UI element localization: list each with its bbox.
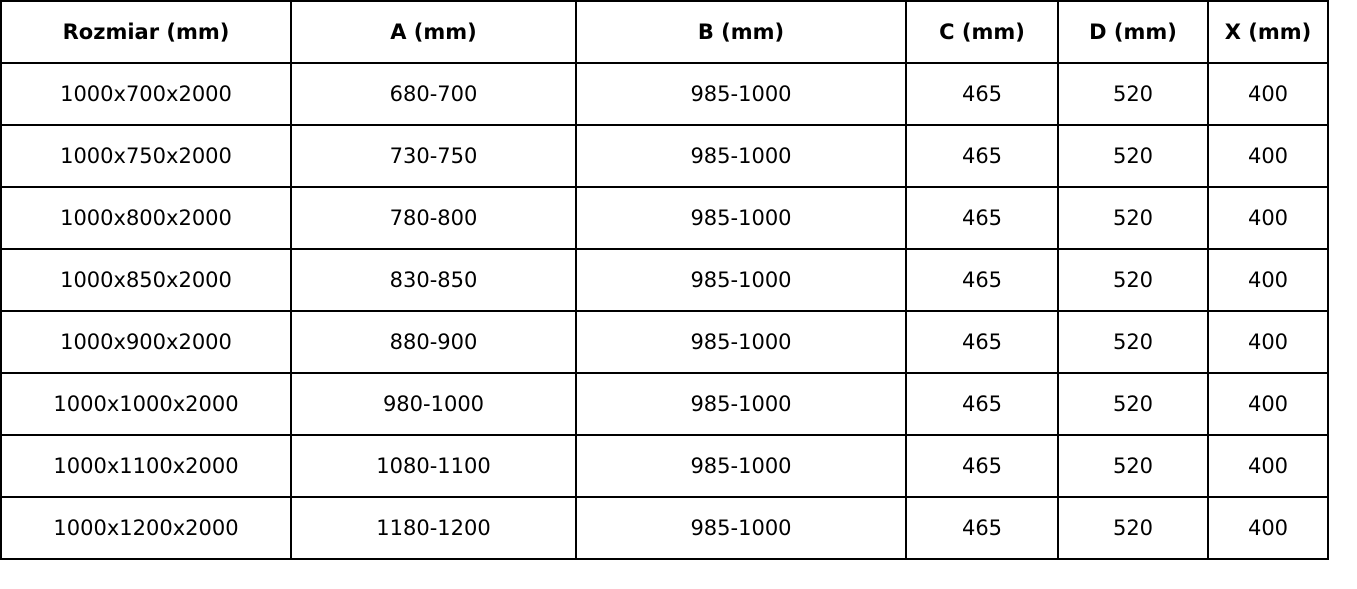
cell-rozmiar: 1000x900x2000	[1, 311, 291, 373]
cell-a: 730-750	[291, 125, 576, 187]
cell-a: 880-900	[291, 311, 576, 373]
cell-a: 830-850	[291, 249, 576, 311]
cell-x: 400	[1208, 63, 1328, 125]
cell-x: 400	[1208, 435, 1328, 497]
table-header	[1, 1, 1328, 63]
column-header-d: D (mm)	[1058, 1, 1208, 63]
column-header-b: B (mm)	[576, 1, 906, 63]
table-row	[1, 373, 1328, 435]
cell-b: 985-1000	[576, 497, 906, 559]
cell-b: 985-1000	[576, 125, 906, 187]
cell-b: 985-1000	[576, 63, 906, 125]
cell-rozmiar: 1000x850x2000	[1, 249, 291, 311]
table-header-row	[1, 1, 1328, 63]
column-header-a: A (mm)	[291, 1, 576, 63]
cell-x: 400	[1208, 125, 1328, 187]
cell-d: 520	[1058, 373, 1208, 435]
cell-rozmiar: 1000x700x2000	[1, 63, 291, 125]
table-row	[1, 125, 1328, 187]
table-row	[1, 187, 1328, 249]
cell-a: 780-800	[291, 187, 576, 249]
cell-c: 465	[906, 187, 1058, 249]
cell-rozmiar: 1000x1100x2000	[1, 435, 291, 497]
cell-b: 985-1000	[576, 249, 906, 311]
cell-rozmiar: 1000x750x2000	[1, 125, 291, 187]
cell-d: 520	[1058, 311, 1208, 373]
cell-x: 400	[1208, 311, 1328, 373]
cell-c: 465	[906, 373, 1058, 435]
table-row	[1, 435, 1328, 497]
cell-a: 1180-1200	[291, 497, 576, 559]
cell-b: 985-1000	[576, 311, 906, 373]
cell-a: 980-1000	[291, 373, 576, 435]
table-row	[1, 63, 1328, 125]
table-row	[1, 249, 1328, 311]
table-row	[1, 311, 1328, 373]
cell-b: 985-1000	[576, 187, 906, 249]
cell-c: 465	[906, 497, 1058, 559]
table-body	[1, 63, 1328, 559]
cell-b: 985-1000	[576, 435, 906, 497]
cell-d: 520	[1058, 187, 1208, 249]
cell-d: 520	[1058, 435, 1208, 497]
column-header-x: X (mm)	[1208, 1, 1328, 63]
cell-rozmiar: 1000x1200x2000	[1, 497, 291, 559]
column-header-c: C (mm)	[906, 1, 1058, 63]
cell-x: 400	[1208, 187, 1328, 249]
cell-c: 465	[906, 435, 1058, 497]
cell-d: 520	[1058, 497, 1208, 559]
cell-b: 985-1000	[576, 373, 906, 435]
cell-a: 680-700	[291, 63, 576, 125]
cell-x: 400	[1208, 373, 1328, 435]
cell-c: 465	[906, 249, 1058, 311]
cell-c: 465	[906, 311, 1058, 373]
cell-x: 400	[1208, 497, 1328, 559]
cell-d: 520	[1058, 63, 1208, 125]
cell-c: 465	[906, 125, 1058, 187]
column-header-rozmiar: Rozmiar (mm)	[1, 1, 291, 63]
cell-c: 465	[906, 63, 1058, 125]
cell-rozmiar: 1000x1000x2000	[1, 373, 291, 435]
table-row	[1, 497, 1328, 559]
cell-a: 1080-1100	[291, 435, 576, 497]
cell-rozmiar: 1000x800x2000	[1, 187, 291, 249]
cell-x: 400	[1208, 249, 1328, 311]
cell-d: 520	[1058, 125, 1208, 187]
cell-d: 520	[1058, 249, 1208, 311]
